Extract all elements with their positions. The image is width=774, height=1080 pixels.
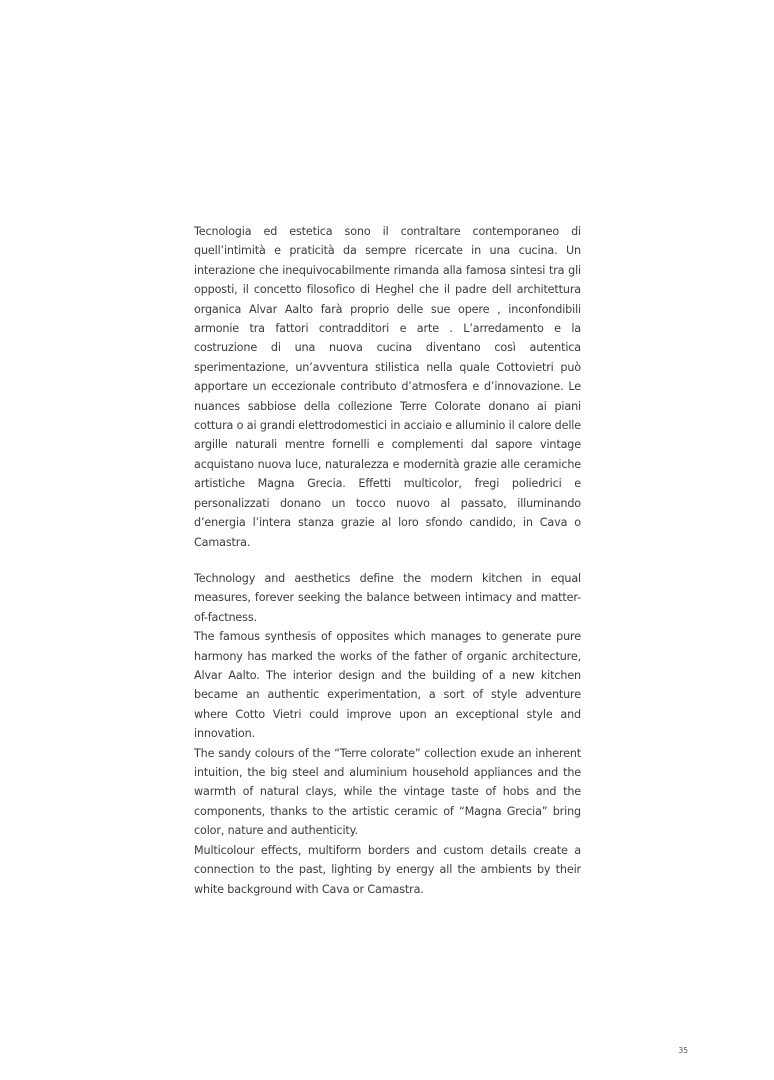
english-paragraph-intro: Technology and aesthetics define the modern kitchen in equal measures, forever seeking the balance between intimacy and matter-of-factness.: [194, 572, 581, 624]
english-paragraph-synthesis: The famous synthesis of opposites which manages to generate pure harmony has marked the works of the father of organic architecture, Alvar Aalto. The interior design and the building of a new kitchen became an authentic experimentation, a sort of style adventure where Cotto Vietri could improve upon an exceptional style and innovation.: [194, 630, 581, 741]
italian-paragraph: Tecnologia ed estetica sono il contraltare contemporaneo di quell’intimità e praticità da sempre ricercate in una cucina. Un interazione che inequivocabilmente rimanda alla famosa sintesi tra gli opposti, il concetto filosofico di Heghel che il padre dell architettura organica Alvar Aalto farà proprio delle sue opere , inconfondibili armonie tra fattori contradditori e arte . L’arredamento e la costruzione di una nuova cucina diventano così autentica sperimentazione, un’avventura stilistica nella quale Cottovietri può apportare un eccezionale contributo d’atmosfera e d’innovazione. Le nuances sabbiose della collezione Terre Colorate donano ai piani cottura o ai grandi elettrodomestici in acciaio e alluminio il calore delle argille naturali mentre fornelli e complementi dal sapore vintage acquistano nuova luce, naturalezza e modernità grazie alle ceramiche artistiche Magna Grecia. Effetti multicolor, fregi poliedrici e personalizzati donano un tocco nuovo al passato, illuminando d’energia l’intera stanza grazie al loro sfondo candido, in Cava o Camastra.: [194, 225, 581, 549]
english-paragraph-terre-colorate: The sandy colours of the “Terre colorate” collection exude an inherent intuition, the big steel and aluminium household appliances and the warmth of natural clays, while the vintage taste of hobs and the components, thanks to the artistic ceramic of “Magna Grecia” bring color, nature and authenticity.: [194, 746, 581, 838]
english-paragraph-multicolour: Multicolour effects, multiform borders and custom details create a connection to the past, lighting by energy all the ambients by their white background with Cava or Camastra.: [194, 843, 581, 896]
english-text-block: [194, 569, 581, 899]
italian-text-block: [194, 222, 581, 552]
page-number: 35: [678, 1046, 688, 1055]
